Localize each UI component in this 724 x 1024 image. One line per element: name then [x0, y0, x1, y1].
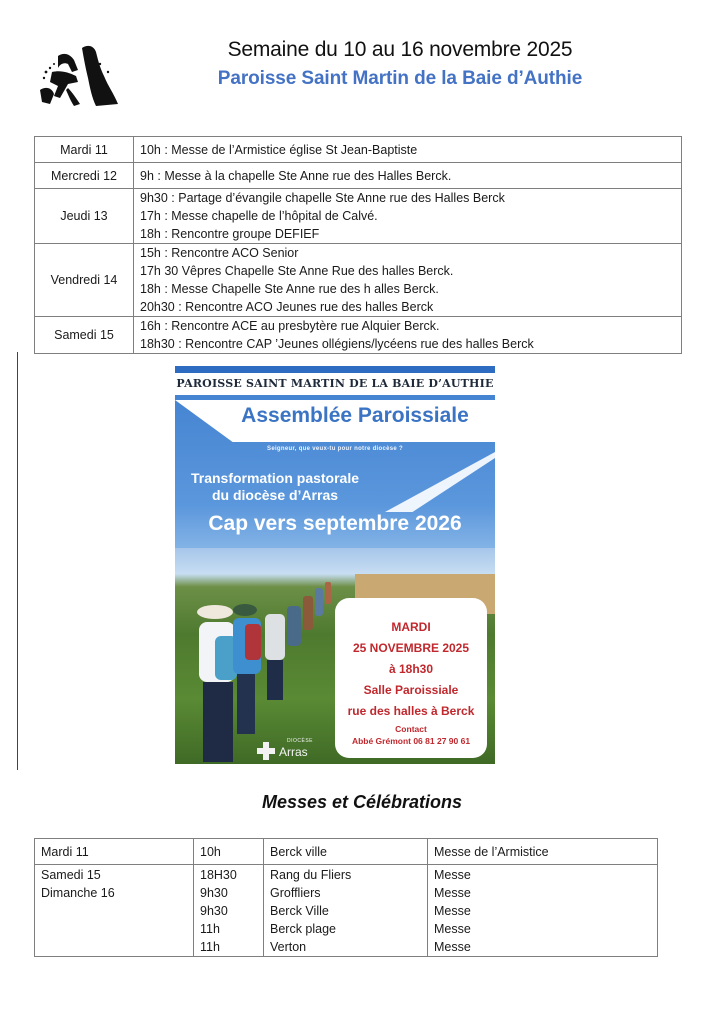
messes-table — [34, 838, 658, 957]
flyer-heading: Assemblée Paroissiale — [241, 404, 469, 427]
flyer-banner: PAROISSE SAINT MARTIN DE LA BAIE D’AUTHIE — [175, 373, 495, 395]
event-line: 15h : Rencontre ACO Senior — [140, 246, 299, 260]
messes-section-title: Messes et Célébrations — [261, 792, 463, 812]
weekly-schedule-table — [34, 136, 682, 354]
type-entry: Messe — [434, 904, 471, 918]
day-cell: Samedi 15 — [35, 317, 134, 354]
contact-details: Abbé Grémont 06 81 27 90 61 — [351, 736, 471, 746]
day-cell: Mercredi 12 — [35, 163, 134, 189]
type-entry: Messe — [434, 868, 471, 882]
flyer-transformation — [175, 470, 375, 504]
table-row — [35, 189, 682, 244]
event-day: MARDI — [391, 620, 431, 634]
flyer-transformation-line2: du diocèse d’Arras — [211, 487, 339, 503]
place-entry: Verton — [270, 940, 307, 954]
flyer-top-band — [175, 366, 495, 373]
assembly-flyer — [175, 366, 495, 764]
margin-rule — [17, 352, 18, 770]
diocese-logo — [257, 738, 327, 762]
time-entry: 18H30 — [200, 868, 237, 882]
type-entry: Messe — [434, 940, 471, 954]
table-row — [35, 163, 682, 189]
type-entry: Messe — [434, 922, 471, 936]
table-row — [35, 137, 682, 163]
time-entry: 9h30 — [200, 904, 228, 918]
flyer-transformation-line1: Transformation pastorale — [190, 470, 360, 486]
events-cell — [134, 317, 682, 354]
times-cell — [194, 839, 264, 865]
page-title: Semaine du 10 au 16 novembre 2025 — [227, 38, 573, 61]
events-cell — [134, 163, 682, 189]
event-line: 18h : Rencontre groupe DEFIEF — [140, 227, 320, 241]
type-entry: Messe — [434, 886, 471, 900]
place-entry: Berck Ville — [270, 904, 329, 918]
table-row — [35, 865, 658, 957]
place-entry: Berck plage — [270, 922, 337, 936]
times-cell — [194, 865, 264, 957]
day-entry: Mardi 11 — [41, 844, 89, 859]
time-entry: 11h — [200, 922, 220, 936]
event-line: 18h30 : Rencontre CAP ’Jeunes ollégiens/lycéens rue des halles Berck — [140, 337, 534, 351]
day-entry: Samedi 15 — [41, 868, 101, 882]
flyer-decor-shape — [385, 452, 495, 512]
diocese-label: DIOCÈSE — [287, 738, 314, 744]
cross-icon — [257, 742, 275, 760]
flyer-info-box — [335, 598, 487, 758]
place-entry: Groffliers — [270, 886, 321, 900]
days-cell — [35, 865, 194, 957]
event-time: à 18h30 — [388, 662, 434, 676]
time-entry: 10h — [200, 844, 221, 859]
event-line: 17h : Messe chapelle de l’hôpital de Calvé. — [140, 209, 378, 223]
time-entry: 11h — [200, 940, 220, 954]
parish-logo — [38, 42, 120, 110]
events-cell — [134, 244, 682, 317]
types-cell — [428, 865, 658, 957]
events-cell — [134, 137, 682, 163]
table-row — [35, 839, 658, 865]
diocese-name: Arras — [279, 745, 308, 759]
parish-name: Paroisse Saint Martin de la Baie d’Authie — [217, 68, 583, 89]
days-cell — [35, 839, 194, 865]
types-cell — [428, 839, 658, 865]
day-entry: Dimanche 16 — [41, 886, 115, 900]
contact-label: Contact — [395, 724, 427, 734]
event-line: 17h 30 Vêpres Chapelle Ste Anne Rue des halles Berck. — [140, 264, 454, 278]
event-line: 18h : Messe Chapelle Ste Anne rue des h alles Berck. — [140, 282, 439, 296]
time-entry: 9h30 — [200, 886, 228, 900]
hikers-illustration-icon — [185, 566, 335, 762]
flyer-cap: Cap vers septembre 2026 — [208, 512, 462, 535]
table-row — [35, 317, 682, 354]
day-cell: Mardi 11 — [35, 137, 134, 163]
place-entry: Rang du Fliers — [270, 868, 352, 882]
flyer-tagline: Seigneur, que veux-tu pour notre diocèse ? — [267, 446, 403, 452]
event-line: 9h : Messe à la chapelle Ste Anne rue des Halles Berck. — [140, 168, 452, 183]
event-line: 9h30 : Partage d’évangile chapelle Ste Anne rue des Halles Berck — [140, 191, 505, 205]
day-cell: Vendredi 14 — [35, 244, 134, 317]
type-entry: Messe de l’Armistice — [434, 844, 549, 859]
places-cell — [264, 839, 428, 865]
place-entry: Berck ville — [270, 844, 327, 859]
event-line: 10h : Messe de l’Armistice église St Jean-Baptiste — [140, 142, 418, 157]
event-venue: Salle Paroissiale — [363, 683, 459, 697]
places-cell — [264, 865, 428, 957]
event-line: 20h30 : Rencontre ACO Jeunes rue des halles Berck — [140, 300, 434, 314]
event-line: 16h : Rencontre ACE au presbytère rue Alquier Berck. — [140, 319, 440, 333]
event-address: rue des halles à Berck — [347, 704, 475, 718]
table-row — [35, 244, 682, 317]
events-cell — [134, 189, 682, 244]
day-cell: Jeudi 13 — [35, 189, 134, 244]
saint-martin-icon — [38, 42, 120, 110]
event-date: 25 NOVEMBRE 2025 — [352, 641, 470, 655]
